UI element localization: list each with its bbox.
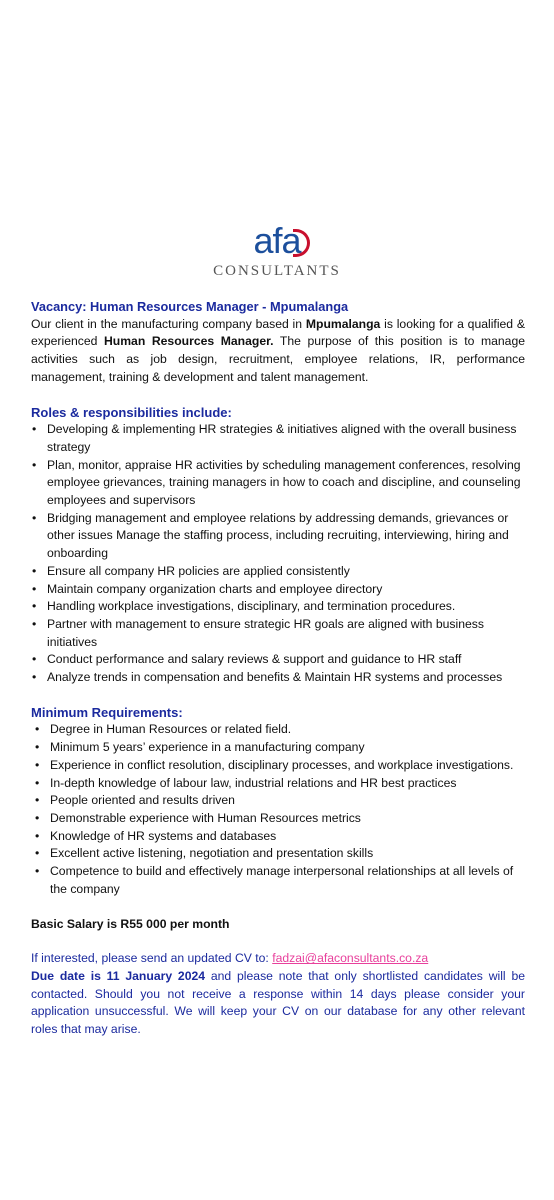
- list-item: • Competence to build and effectively manage interpersonal relationships at all levels of the company: [31, 863, 525, 898]
- list-item: • Developing & implementing HR strategies & initiatives aligned with the overall business strategy: [31, 421, 525, 456]
- list-item: • Partner with management to ensure strategic HR goals are aligned with business initiatives: [31, 616, 525, 651]
- logo-brand: afa: [253, 220, 301, 261]
- logo-mark: [253, 222, 300, 260]
- logo-arc-icon: [293, 229, 310, 257]
- requirements-list: [31, 721, 525, 898]
- list-item: • Ensure all company HR policies are applied consistently: [31, 563, 525, 581]
- list-item: • Minimum 5 years’ experience in a manufacturing company: [31, 739, 525, 757]
- list-item: • Conduct performance and salary reviews & support and guidance to HR staff: [31, 651, 525, 669]
- list-item: • Analyze trends in compensation and benefits & Maintain HR systems and processes: [31, 669, 525, 687]
- contact-prefix: If interested, please send an updated CV to:: [31, 951, 273, 966]
- contact-note: and please note that only shortlisted candidates will be contacted. Should you not receive a response within 14 days please consider your application unsuccessful. We will keep your CV on our database for any other relevant roles that may arise.: [31, 968, 526, 1037]
- list-item: • Bridging management and employee relations by addressing demands, grievances or other issues Manage the staffing process, including recruiting, interviewing, hiring and onboarding: [31, 510, 525, 563]
- job-advert: [31, 298, 525, 1039]
- vacancy-intro: [31, 316, 525, 387]
- list-item: • Experience in conflict resolution, disciplinary processes, and workplace investigations.: [31, 757, 525, 775]
- intro-text: is looking for a qualified & experienced: [31, 316, 525, 349]
- list-item: • Maintain company organization charts and employee directory: [31, 581, 525, 599]
- list-item: • People oriented and results driven: [31, 792, 525, 810]
- due-date: Due date is 11 January 2024: [31, 968, 206, 983]
- logo-subtitle: CONSULTANTS: [213, 263, 341, 279]
- intro-text: The purpose of this position is to manage activities such as job design, recruitment, employee relations, IR, performance management, training & development and talent management.: [31, 334, 526, 384]
- company-logo: [0, 222, 554, 280]
- roles-list: [31, 421, 525, 687]
- vacancy-title: Vacancy: Human Resources Manager - Mpumalanga: [31, 299, 349, 314]
- list-item: • Handling workplace investigations, disciplinary, and termination procedures.: [31, 598, 525, 616]
- list-item: • Knowledge of HR systems and databases: [31, 828, 525, 846]
- list-item: • Demonstrable experience with Human Resources metrics: [31, 810, 525, 828]
- roles-heading: Roles & responsibilities include:: [31, 404, 232, 420]
- requirements-heading: Minimum Requirements:: [31, 704, 183, 720]
- list-item: • Degree in Human Resources or related field.: [31, 721, 525, 739]
- intro-role: Human Resources Manager.: [103, 334, 274, 349]
- list-item: • Excellent active listening, negotiation and presentation skills: [31, 845, 525, 863]
- salary-text: Basic Salary is R55 000 per month: [31, 916, 230, 931]
- intro-text: Our client in the manufacturing company based in: [31, 316, 306, 331]
- contact-info: [31, 950, 525, 1039]
- email-link[interactable]: fadzai@afaconsultants.co.za: [272, 951, 429, 966]
- list-item: • Plan, monitor, appraise HR activities by scheduling management conferences, resolving employee grievances, training managers in how to coach and discipline, and counseling employees and supervisors: [31, 457, 525, 510]
- list-item: • In-depth knowledge of labour law, industrial relations and HR best practices: [31, 775, 525, 793]
- intro-location: Mpumalanga: [305, 316, 381, 331]
